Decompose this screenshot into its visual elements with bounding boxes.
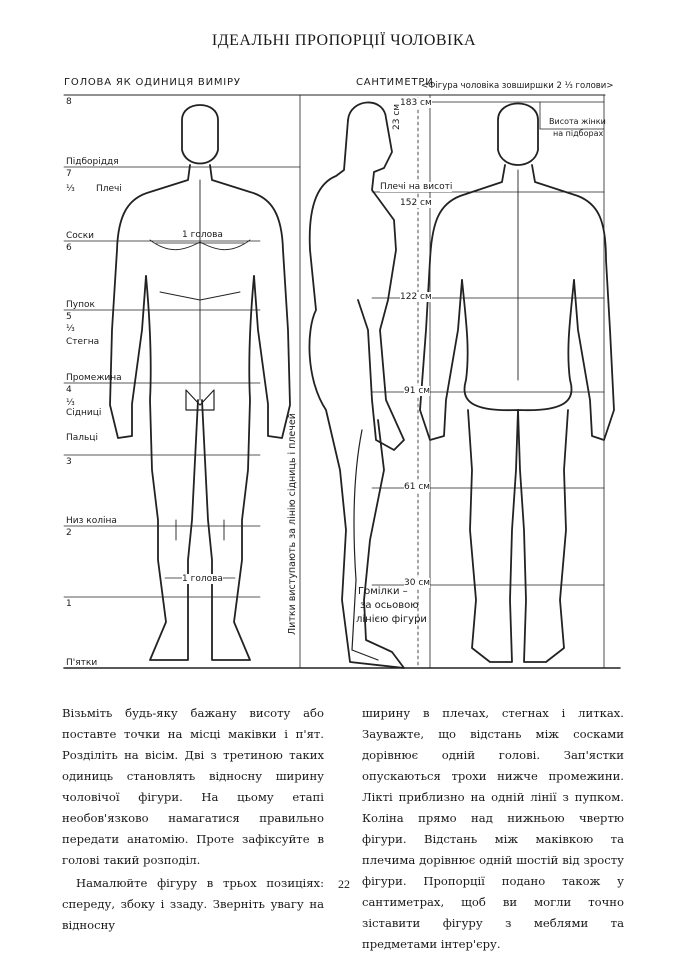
header-head-unit: ГОЛОВА ЯК ОДИНИЦЯ ВИМІРУ <box>64 77 241 88</box>
scale-crotch: Промежина <box>66 373 122 383</box>
scale-below-knee: Низ коліна <box>66 516 117 526</box>
scale-1: 1 <box>66 599 72 609</box>
text-column-right <box>362 703 624 955</box>
label-cm-122: 122 см <box>400 292 432 302</box>
paragraph-2: Намалюйте фігуру в трьох позиціях: спереду, збоку і ззаду. Зверніть увагу на відносну <box>62 876 324 932</box>
header-width-note: <Фігура чоловіка зовширшки 2 ⅓ голови> <box>421 81 614 91</box>
scale-third-2: ⅓ <box>66 324 75 334</box>
label-one-head-bottom: 1 голова <box>182 574 223 584</box>
scale-shoulders: Плечі <box>96 184 122 194</box>
label-one-head-top: 1 голова <box>182 230 223 240</box>
label-woman-height-1: Висота жінки <box>549 117 606 126</box>
label-shins-note-2: за осьовою <box>360 600 419 611</box>
scale-5: 5 <box>66 312 72 322</box>
scale-third-1: ⅓ <box>66 184 75 194</box>
scale-8: 8 <box>66 97 72 107</box>
scale-6: 6 <box>66 243 72 253</box>
label-calves-note: Литки виступають за лінію сідниць і плечей <box>287 413 298 635</box>
page-title: ІДЕАЛЬНІ ПРОПОРЦІЇ ЧОЛОВІКА <box>211 32 477 49</box>
label-cm-91: 91 см <box>404 386 431 396</box>
scale-4: 4 <box>66 385 72 395</box>
scale-buttocks: Сідниці <box>66 408 102 418</box>
label-shins-note-3: лінією фігури <box>356 614 427 625</box>
header-centimeters: САНТИМЕТРИ <box>356 77 434 88</box>
label-shins-note-1: Гомілки – <box>358 586 408 597</box>
scale-hips: Стегна <box>66 337 100 347</box>
page-number: 22 <box>338 877 350 891</box>
label-shoulders-height: Плечі на висоті <box>380 182 453 192</box>
scale-heels: П'ятки <box>66 658 98 668</box>
paragraph-3: ширину в плечах, стегнах і литках. Зауважте, що відстань між сосками дорівнює одній голові. Зап'ястки опускаються трохи нижче промежини. Лікті приблизно на одній лінії з пупком. Коліна прямо над нижньою чвертю фігури. Відстань між маківкою та плечима дорівнює одній шостій від зросту фігури. Пропорції подано також у сантиметрах, щоб ви могли точно зіставити фігуру з меблями та предметами інтер'єру. <box>362 706 624 951</box>
scale-chin: Підборіддя <box>66 157 119 167</box>
scale-2: 2 <box>66 528 72 538</box>
scale-nipples: Соски <box>66 231 95 241</box>
scale-third-3: ⅓ <box>66 398 75 408</box>
scale-7: 7 <box>66 169 72 179</box>
label-cm-30: 30 см <box>404 578 431 588</box>
scale-fingers: Пальці <box>66 433 98 443</box>
paragraph-1: Візьміть будь-яку бажану висоту або поставте точки на місці маківки і п'ят. Розділіть на вісім. Дві з третиною таких одиниць становлять відносну ширину чоловічої фігури. На цьому етапі необов'язково намагатися правильно передати анатомію. Проте зафіксуйте в голові такий розподіл. <box>62 706 324 867</box>
label-woman-height-2: на підборах <box>553 129 604 138</box>
text-column-left <box>62 703 324 936</box>
scale-3: 3 <box>66 457 72 467</box>
scale-navel: Пупок <box>66 300 95 310</box>
label-cm-23: 23 см <box>392 103 402 130</box>
label-cm-61: 61 см <box>404 482 431 492</box>
label-cm-183: 183 см <box>400 98 432 108</box>
label-cm-152: 152 см <box>400 198 432 208</box>
